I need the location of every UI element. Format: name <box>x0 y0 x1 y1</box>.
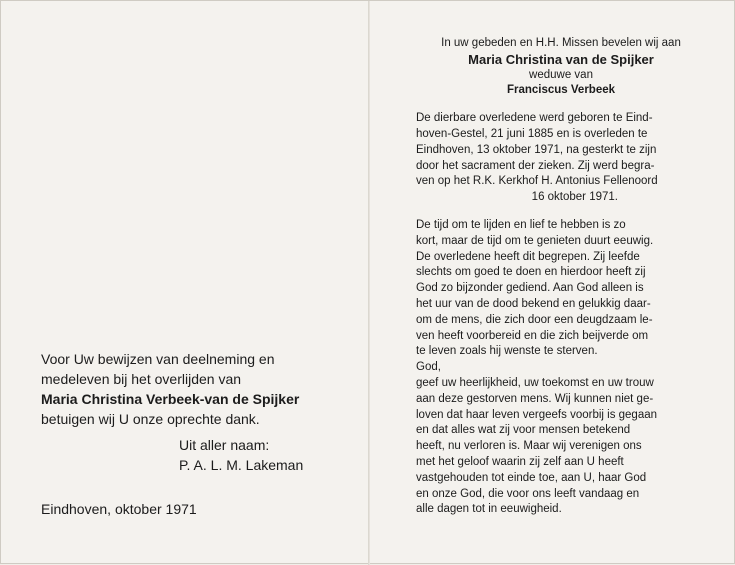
prayer-line: en onze God, die voor ons leeft vandaag en <box>416 487 640 500</box>
prayer-line: en dat alles wat zij voor mensen betekend <box>416 424 631 437</box>
biography-paragraph <box>416 111 706 206</box>
reflection-line: kort, maar de tijd om te genieten duurt eeuwig. <box>416 234 654 247</box>
prayer-paragraph <box>416 360 706 518</box>
bio-line: door het sacrament der zieken. Zij werd begra- <box>416 159 655 172</box>
prayer-line: alle dagen tot in eeuwigheid. <box>416 503 562 516</box>
reflection-line: slechts om goed te doen en hierdoor heeft zij <box>416 266 646 279</box>
prayer-line: geef uw heerlijkheid, uw toekomst en uw trouw <box>416 376 654 389</box>
thanks-line: betuigen wij U onze oprechte dank. <box>41 411 260 427</box>
reflection-paragraph <box>416 218 706 360</box>
reflection-line: te leven zoals hij wenste te sterven. <box>416 345 598 358</box>
card-fold <box>368 1 370 565</box>
prayer-line: heeft, nu verloren is. Maar wij verenigen ons <box>416 440 642 453</box>
widow-of-label: weduwe van <box>529 68 593 81</box>
signature-label: Uit aller naam: <box>179 437 270 453</box>
bio-line: 16 oktober 1971. <box>531 191 618 204</box>
reflection-line: De tijd om te lijden en lief te hebben is zo <box>416 218 626 231</box>
reflection-line: God zo bijzonder gediend. Aan God alleen is <box>416 282 644 295</box>
bio-line: Eindhoven, 13 oktober 1971, na gesterkt te zijn <box>416 143 657 156</box>
thanks-panel <box>41 349 341 519</box>
thanks-line: medeleven bij het overlijden van <box>41 371 242 387</box>
reflection-line: ven heeft voorbereid en die zich beijverde om <box>416 329 649 342</box>
reflection-line: om de mens, die zich door een deugdzaam le- <box>416 313 653 326</box>
thanks-line: Voor Uw bewijzen van deelneming en <box>41 351 275 367</box>
deceased-full-name: Maria Christina Verbeek-van de Spijker <box>41 391 300 407</box>
signature-name: P. A. L. M. Lakeman <box>179 457 304 473</box>
intro-line: In uw gebeden en H.H. Missen bevelen wij aan <box>441 37 681 49</box>
place-date: Eindhoven, oktober 1971 <box>41 501 197 517</box>
prayer-line: vastgehouden tot einde toe, aan U, haar God <box>416 471 647 484</box>
prayer-line: met het geloof waarin zij zelf aan U heeft <box>416 455 624 468</box>
reflection-line: De overledene heeft dit begrepen. Zij leefde <box>416 250 640 263</box>
deceased-name: Maria Christina van de Spijker <box>468 51 654 67</box>
bio-line: ven op het R.K. Kerkhof H. Antonius Fellenoord <box>416 175 658 188</box>
memorial-panel <box>416 36 706 518</box>
bio-line: hoven-Gestel, 21 juni 1885 en is overleden te <box>416 127 648 140</box>
prayer-line: aan deze gestorven mens. Wij kunnen niet ge- <box>416 392 654 405</box>
husband-name: Franciscus Verbeek <box>506 84 616 97</box>
bio-line: De dierbare overledene werd geboren te Eind- <box>416 112 653 125</box>
prayer-line: loven dat haar leven vergeefs voorbij is gegaan <box>416 408 658 421</box>
reflection-line: het uur van de dood bekend en gelukkig daar- <box>416 297 651 310</box>
prayer-line: God, <box>416 361 441 374</box>
